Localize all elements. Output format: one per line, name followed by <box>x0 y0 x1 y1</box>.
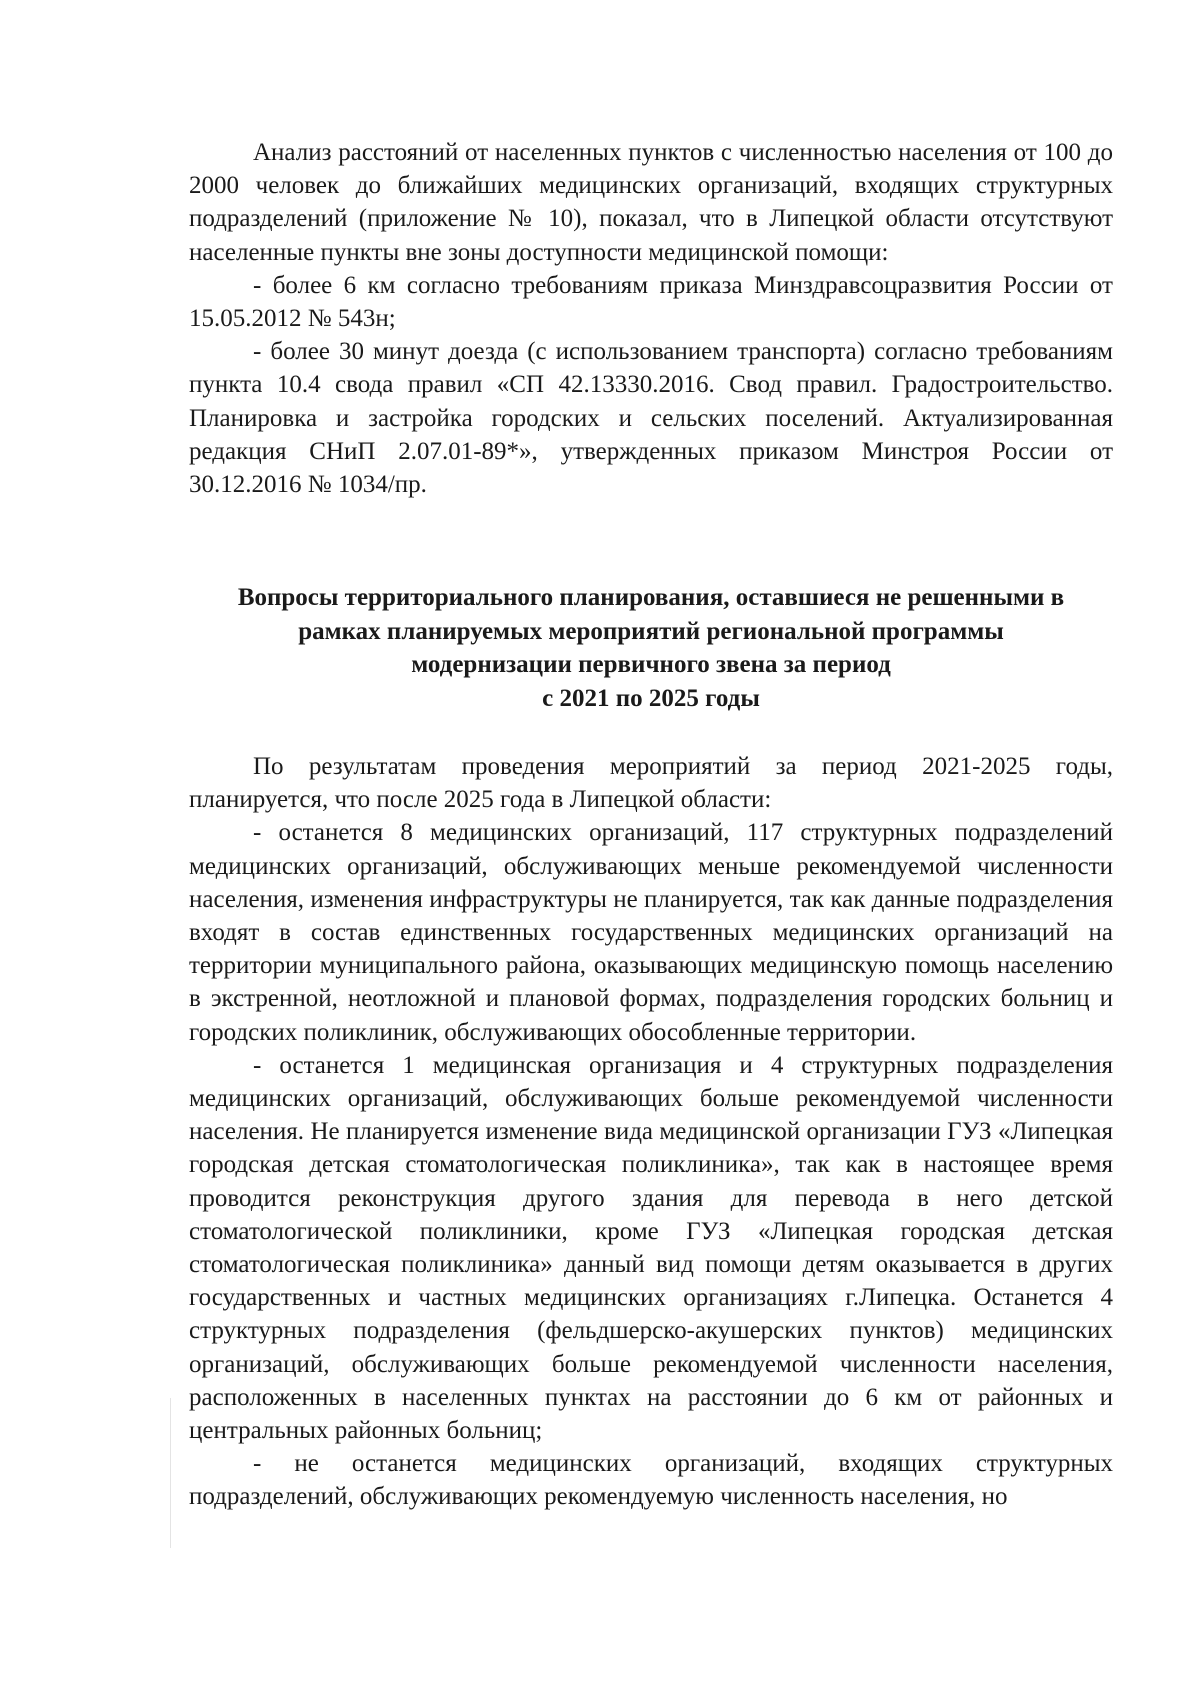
heading-line-3: модернизации первичного звена за период <box>411 651 891 678</box>
heading-line-4: с 2021 по 2025 годы <box>542 684 760 712</box>
outcome-paragraph-summary: По результатам проведения мероприятий за период 2021-2025 годы, планируется, что после 2025 года в Липецкой области: <box>189 753 1113 814</box>
intro-paragraph-analysis: Анализ расстояний от населенных пунктов с численностью населения от 100 до 2000 человек до ближайших медицинских организаций, входящих структурных подразделений (приложение № 10), показал, что в Липецкой области отсутствуют населенные пункты вне зоны доступности медицинской помощи: <box>189 139 1113 266</box>
outcome-paragraph-overserved: - останется 1 медицинская организация и 4 структурных подразделения медицинских организаций, обслуживающих больше рекомендуемой численности населения. Не планируется изменение вида медицинской организации ГУЗ «Липецкая городская детская стоматологическая поликлиника», так как в настоящее время проводится реконструкция другого здания для перевода в него детской стоматологической поликлиники, кроме ГУЗ «Липецкая городская детская стоматологическая поликлиника» данный вид помощи детям оказывается в других государственных и частных медицинских организациях г.Липецка. Останется 4 структурных подразделения (фельдшерско-акушерских пунктов) медицинских организаций, обслуживающих больше рекомендуемой численности населения, расположенных в населенных пунктах на расстоянии до 6 км от районных и центральных районных больниц; <box>189 1051 1113 1445</box>
intro-paragraph-distance: - более 6 км согласно требованиям приказа Минздравсоцразвития России от 15.05.2012 № 543н; <box>189 271 1113 333</box>
heading-line-1: Вопросы территориального планирования, оставшиеся не решенными в <box>237 584 1065 611</box>
intro-paragraph-travel-time: - более 30 минут доезда (с использованием транспорта) согласно требованиям пункта 10.4 свода правил «СП 42.13330.2016. Свод правил. Градостроительство. Планировка и застройка городских и сельских поселений. Актуализированная редакция СНиП 2.07.01-89*», утвержденных приказом Минстроя России от 30.12.2016 № 1034/пр. <box>189 338 1113 499</box>
outcome-paragraph-underserved: - останется 8 медицинских организаций, 117 структурных подразделений медицинских организаций, обслуживающих меньше рекомендуемой численности населения, изменения инфраструктуры не планируется, так как данные подразделения входят в состав единственных государственных медицинских организаций на территории муниципального района, оказывающих медицинскую помощь населению в экстренной, неотложной и плановой формах, подразделения городских больниц и городских поликлиник, обслуживающих обособленные территории. <box>189 819 1113 1046</box>
outcome-paragraph-recommended: - не останется медицинских организаций, входящих структурных подразделений, обслуживающих рекомендуемую численность населения, но <box>189 1450 1113 1511</box>
intro-section <box>189 136 1113 501</box>
outcome-section <box>189 750 1113 1514</box>
scan-margin-line <box>170 1398 171 1548</box>
section-heading <box>189 581 1113 715</box>
heading-line-2: рамках планируемых мероприятий региональной программы <box>298 617 1004 645</box>
